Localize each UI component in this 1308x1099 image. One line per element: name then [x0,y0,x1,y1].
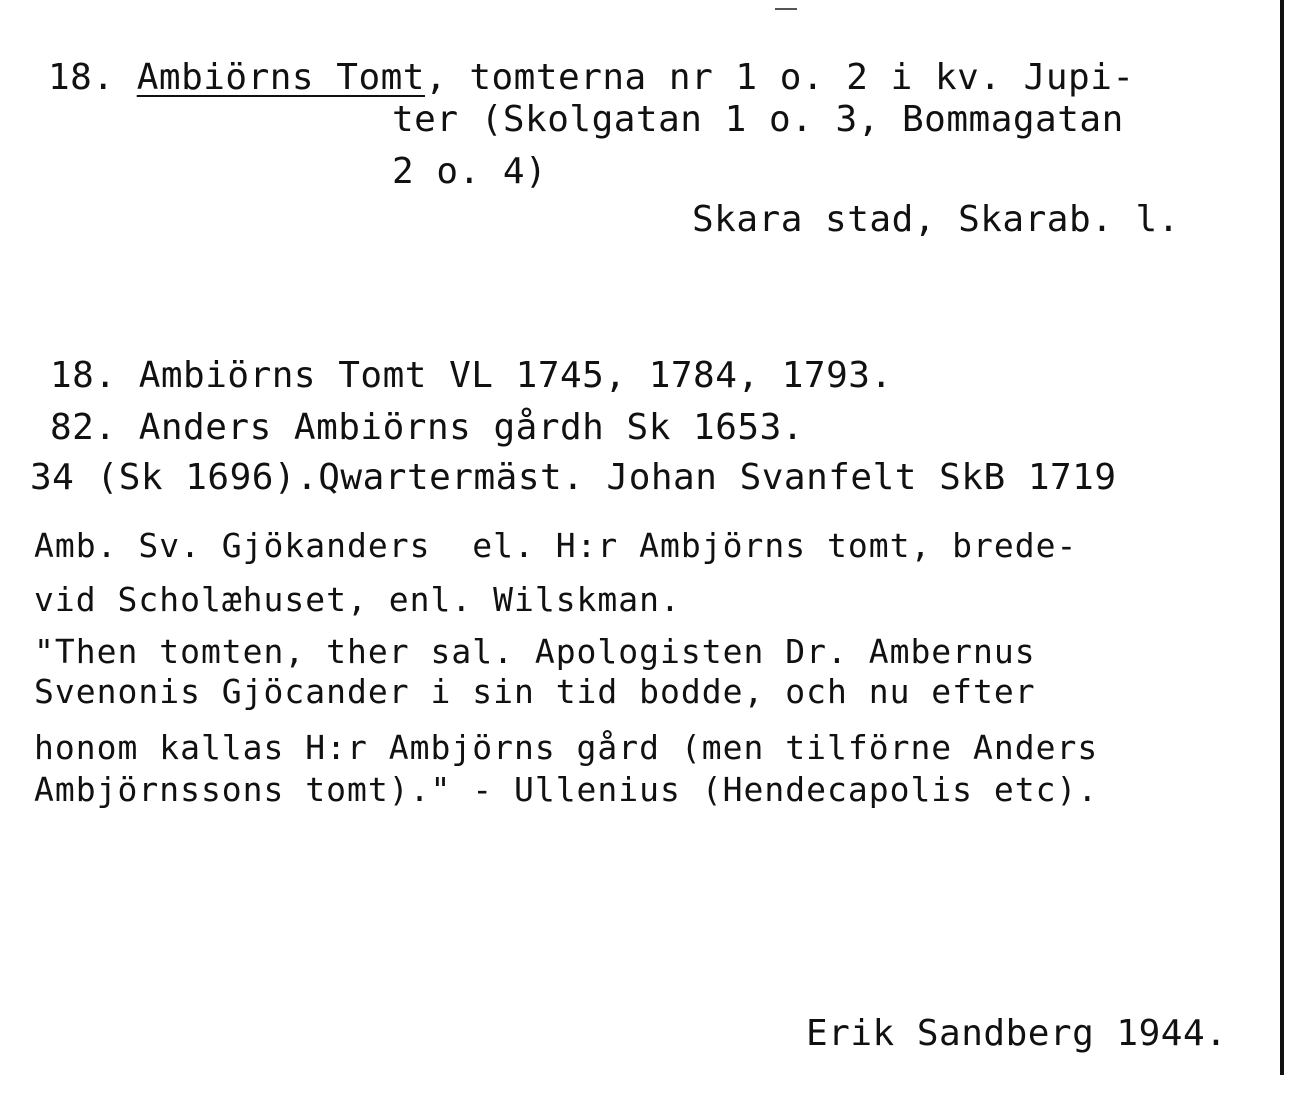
note-line-1: Amb. Sv. Gjökanders el. H:r Ambjörns tomt, brede- [34,526,1078,565]
note-line-4: Svenonis Gjöcander i sin tid bodde, och nu efter [34,672,1036,711]
note-line-2: vid Scholæhuset, enl. Wilskman. [34,580,681,619]
entry-number: 18. [48,57,115,98]
source-line-3: 34 (Sk 1696).Qwartermäst. Johan Svanfelt SkB 1719 [30,457,1117,498]
entry-name: Ambiörns Tomt [136,57,425,98]
scan-mark [775,8,797,10]
source-line-1: 18. Ambiörns Tomt VL 1745, 1784, 1793. [50,355,893,396]
note-line-6: Ambjörnssons tomt)." - Ullenius (Hendecapolis etc). [34,770,1099,809]
entry-line-1-rest: , tomterna nr 1 o. 2 i kv. Jupi- [424,57,1135,98]
note-line-5: honom kallas H:r Ambjörns gård (men tilförne Anders [34,728,1099,767]
note-line-3: "Then tomten, ther sal. Apologisten Dr. Ambernus [34,632,1036,671]
source-line-2: 82. Anders Ambiörns gårdh Sk 1653. [50,407,804,448]
entry-heading-line-1 [48,58,1135,98]
entry-heading-line-3: 2 o. 4) [392,151,548,192]
card-right-edge [1280,0,1284,1075]
entry-heading-line-2: ter (Skolgatan 1 o. 3, Bommagatan [392,99,1124,140]
entry-location: Skara stad, Skarab. l. [692,199,1180,240]
signature: Erik Sandberg 1944. [806,1013,1228,1054]
